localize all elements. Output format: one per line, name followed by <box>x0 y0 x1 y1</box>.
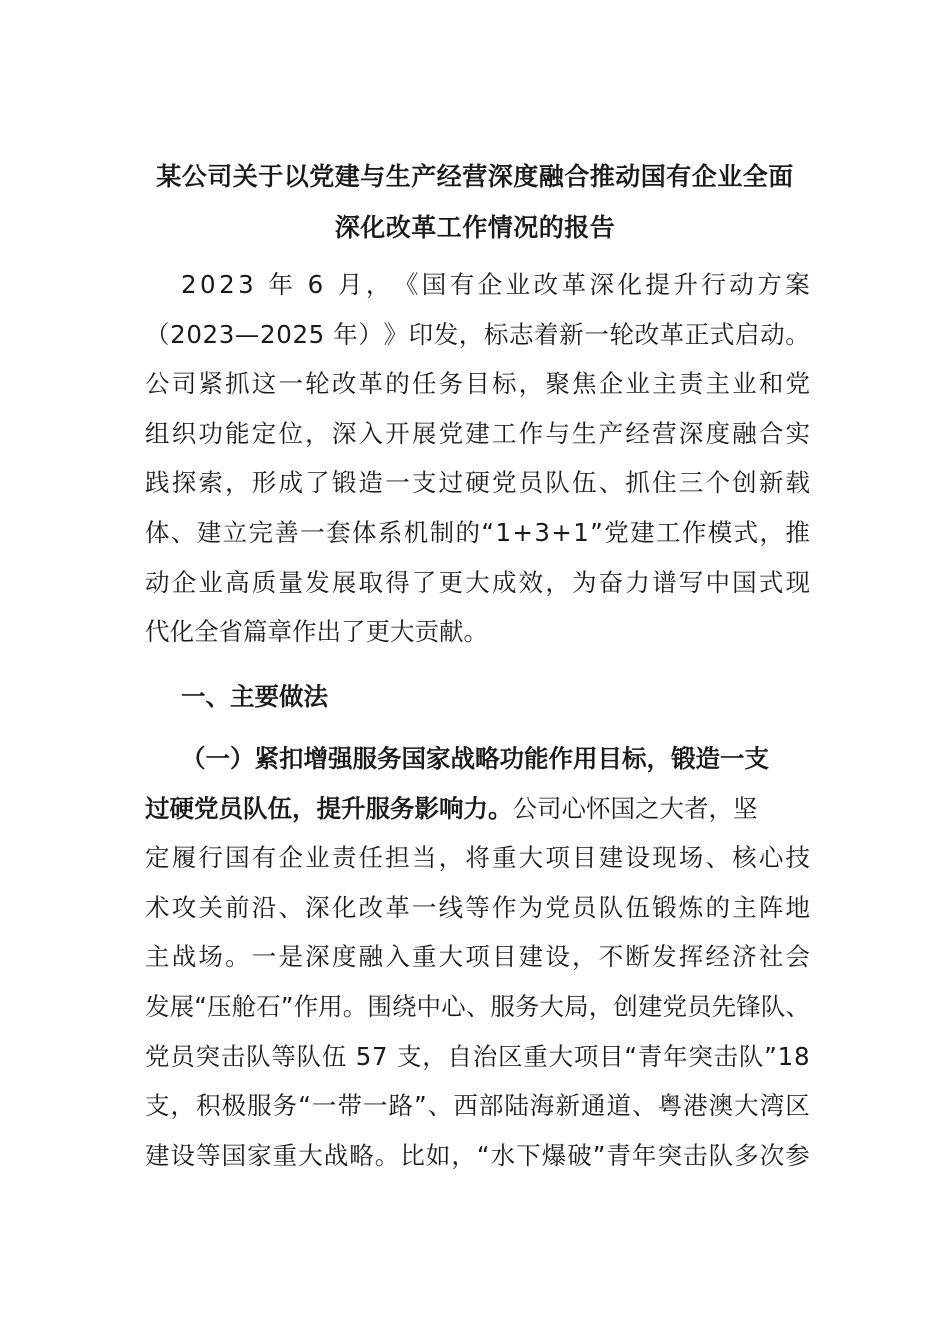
paragraph-line: 代化全省篇章作出了更大贡献。 <box>145 617 488 647</box>
paragraph-line: （ 2 0 2 3 — 2 0 2 5 年 ） 》 印 发 ， 标 志 着 新 一 轮 改 革 正 式 启 动 。 <box>145 319 810 349</box>
paragraph-line: 公 司 紧 抓 这 一 轮 改 革 的 任 务 目 标 ， 聚 焦 企 业 主 责 主 业 和 党 <box>145 369 810 399</box>
paragraph-line: 动 企 业 高 质 量 发 展 取 得 了 更 大 成 效 ， 为 奋 力 谱 写 中 国 式 现 <box>145 567 810 597</box>
paragraph-line: 建 设 等 国 家 重 大 战 略 。 比 如 ， “ 水 下 爆 破 ” 青 年 突 击 队 多 次 参 <box>145 1140 810 1170</box>
paragraph-line <box>145 740 810 790</box>
paragraph-line: 体 、 建 立 完 善 一 套 体 系 机 制 的 “ 1 + 3 + 1 ” 党 建 工 作 模 式 ， 推 <box>145 517 810 547</box>
paragraph-line: 支 ， 积 极 服 务 “ 一 带 一 路 ” 、 西 部 陆 海 新 通 道 、 粤 港 澳 大 湾 区 <box>145 1091 810 1121</box>
paragraph-line: 2 0 2 3 年 6 月 ， 《 国 有 企 业 改 革 深 化 提 升 行 动 方 案 <box>181 270 810 299</box>
subheading-text: （一）紧扣增强服务国家战略功能作用目标，锻造一支 <box>181 744 769 773</box>
section1-paragraph <box>145 740 810 1186</box>
intro-paragraph <box>145 266 810 663</box>
paragraph-text: 公司心怀国之大者，坚 <box>512 793 758 823</box>
section-heading: 一、主要做法 <box>181 682 328 711</box>
document-title-line-2: 深化改革工作情况的报告 <box>334 213 616 242</box>
paragraph-line: 术 攻 关 前 沿 、 深 化 改 革 一 线 等 作 为 党 员 队 伍 锻 炼 的 主 阵 地 <box>145 892 810 922</box>
document-title-line-1: 某公司关于以党建与生产经营深度融合推动国有企业全面 <box>156 162 794 191</box>
paragraph-line: 主 战 场 。 一 是 深 度 融 入 重 大 项 目 建 设 ， 不 断 发 挥 经 济 社 会 <box>145 942 810 972</box>
paragraph-line: 定 履 行 国 有 企 业 责 任 担 当 ， 将 重 大 项 目 建 设 现 场 、 核 心 技 <box>145 843 810 873</box>
paragraph-line: 践 探 索 ， 形 成 了 锻 造 一 支 过 硬 党 员 队 伍 、 抓 住 三 个 创 新 载 <box>145 468 810 498</box>
paragraph-line: 党 员 突 击 队 等 队 伍 5 7 支 ， 自 治 区 重 大 项 目 “ 青 年 突 击 队 ” 1 8 <box>145 1041 810 1071</box>
paragraph-line: 发 展 “ 压 舱 石 ” 作 用 。 围 绕 中 心 、 服 务 大 局 ， 创 建 党 员 先 锋 队 、 <box>145 991 810 1021</box>
paragraph-line: 组 织 功 能 定 位 ， 深 入 开 展 党 建 工 作 与 生 产 经 营 深 度 融 合 实 <box>145 418 810 448</box>
paragraph-line <box>145 790 810 840</box>
subheading-text: 过硬党员队伍，提升服务影响力。 <box>145 793 513 823</box>
